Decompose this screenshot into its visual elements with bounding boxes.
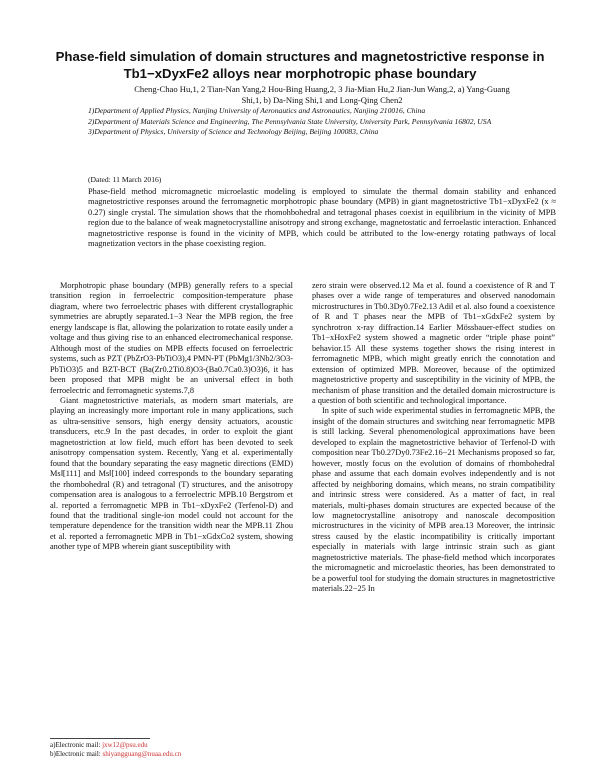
- right-column: [312, 281, 555, 595]
- affiliation-2: 2)Department of Materials Science and Engineering, The Pennsylvania State University, University Park, Pennsylvania 16802, USA: [88, 116, 492, 126]
- intro-paragraph-1: Morphotropic phase boundary (MPB) generally refers to a special transition region in ferroelectric composition-temperature phase diagram, where two ferroelectric phases with different crystallographic symmetries are abruptly separated.1−3 Near the MPB region, the free energy landscape is flat, allowing the polarization to rotate easily under a voltage and thus giving rise to an enhanced electromechanical response. Although most of the studies on MPB effects focused on ferroelectric systems, such as PZT (PbZrO3-PbTiO3),4 PMN-PT (PbMg1/3Nb2/3O3-PbTiO3)5 and BZT-BCT (Ba(Zr0.2Ti0.8)O3-(Ba0.7Ca0.3)O3)6, it has been proposed that MPB might be an universal effect in both ferroelectric and ferromagnetic systems.7,8: [50, 281, 293, 395]
- affiliation-3: 3)Department of Physics, University of Science and Technology Beijing, Beijing 100083, China: [88, 127, 379, 137]
- intro-paragraph-3: zero strain were observed.12 Ma et al. found a coexistence of R and T phases over a wide range of temperatures and observed nanodomain microstructures in Tb0.3Dy0.7Fe2.13 Adil et al. also found a coexistence of R and T phases near the MPB of Tb1−xGdxFe2 system by synchrotron x-ray diffraction.14 Earlier Mössbauer-effect studies on Tb1−xHoxFe2 system showed a magnetic order “triple phase point” behavior.15 All these systems together shows the rising interest in ferromagnetic MPB, which might greatly enrich the connotation and extension of optimized MPB. Moreover, because of the optimized magnetostrictive property and susceptibility in the vicinity of MPB, the mechanism of phase transition and the detailed domain microstructure is a question of both scientific and technological importance.: [312, 281, 555, 405]
- footnote-b-email-link[interactable]: shiyangguang@nuaa.edu.cn: [102, 750, 182, 758]
- authors-line-2: Shi,1, b) Da-Ning Shi,1 and Long-Qing Chen2: [241, 94, 403, 105]
- affiliation-1: 1)Department of Applied Physics, Nanjing University of Aeronautics and Astronautics, Nanjing 210016, China: [88, 106, 426, 116]
- title-line-1: Phase-field simulation of domain structures and magnetostrictive response in: [55, 49, 545, 64]
- footnote-b-label: b)Electronic mail:: [50, 750, 103, 758]
- left-column: [50, 281, 293, 553]
- footnote-b: [50, 750, 293, 759]
- author-block: [88, 84, 556, 137]
- intro-paragraph-2: Giant magnetostrictive materials, as modern smart materials, are playing an increasingly more important role in many applications, such as ultra-sensitive sensors, high energy density actuators, acoustic transducers, etc.9 In the past decades, in order to exploit the giant magnetostriction at low field, much effort has been devoted to seek anisotropy compensation system. Recently, Yang et al. experimentally found that the boundary separating the easy magnetic directions (EMD) Ms‖[111] and Ms‖[100] indeed corresponds to the boundary separating the rhombohedral (R) and tetragonal (T) structures, and the anisotropy compensation area is analogous to a ferroelectric MPB.10 Bergstrom et al. reported a ferromagnetic MPB in Tb1−xDyxFe2 (Terfenol-D) and found that the traditional single-ion model could not account for the temperature dependence for the transition width near the MPB.11 Zhou et al. reported a ferromagnetic MPB in Tb1−xGdxCo2 system, showing another type of MPB wherein giant susceptibility with: [50, 395, 293, 552]
- intro-paragraph-4: In spite of such wide experimental studies in ferromagnetic MPB, the insight of the domain structures and switching near ferromagnetic MPB is still lacking. Several phenomenological approximations have been developed to explain the magnetostrictive behavior of Terfenol-D with composition near Tb0.27Dy0.73Fe2.16−21 Mechanisms proposed so far, however, mostly focus on the evolution of domains of rhombohedral phase and assume that each domain evolves independently and is not affected by neighboring domains, which means, no strain compatibility and intrinsic stress were considered. As a matter of fact, in real materials, multi-phases domain structures are expected because of the low magnetocrystalline anisotropy and nanoscale decomposition microstructures in the vicinity of MPB area.13 Moreover, the intrinsic stress caused by the elastic incompatibility is critically important especially in materials with large intrinsic strain such as giant magnetostrictive materials. The phase-field method which incorporates the micromagnetic and microelastic theories, has been demonstrated to be a powerful tool for studying the domain structures in magnetostrictive materials.22−25 In: [312, 406, 555, 594]
- footnotes: [50, 741, 293, 759]
- title-line-2: Tb1−xDyxFe2 alloys near morphotropic phase boundary: [123, 66, 477, 81]
- footnote-rule: [50, 738, 150, 739]
- abstract: Phase-field method micromagnetic microelastic modeling is employed to simulate the thermal domain stability and enhanced magnetostrictive responses around the ferromagnetic morphotropic phase boundary (MPB) in giant magnetostrictive Tb1−xDyxFe2 (x ≈ 0.27) single crystal. The simulation shows that the rhomohbohedral and tetragonal phases coexist in equilibrium in the vicinity of MPB region due to the balance of weak magnetocrystalline anisotropy and strong exchange, magnetostatic and ferroelastic interaction. Enhanced magnetostrictive response is found in the vicinity of MPB, which could be attributed to the low-energy rotating pathways of local magnetization vectors in the phase coexisting region.: [88, 187, 556, 249]
- footnote-a-email-link[interactable]: jxw12@psu.edu: [102, 741, 148, 749]
- footnote-a-label: a)Electronic mail:: [50, 741, 103, 749]
- paper-title: [50, 48, 550, 82]
- dated-line: (Dated: 11 March 2016): [88, 175, 162, 184]
- footnote-a: [50, 741, 293, 750]
- authors-line-1: Cheng-Chao Hu,1, 2 Tian-Nan Yang,2 Hou-Bing Huang,2, 3 Jia-Mian Hu,2 Jian-Jun Wang,2, a) Yang-Guang: [134, 84, 510, 94]
